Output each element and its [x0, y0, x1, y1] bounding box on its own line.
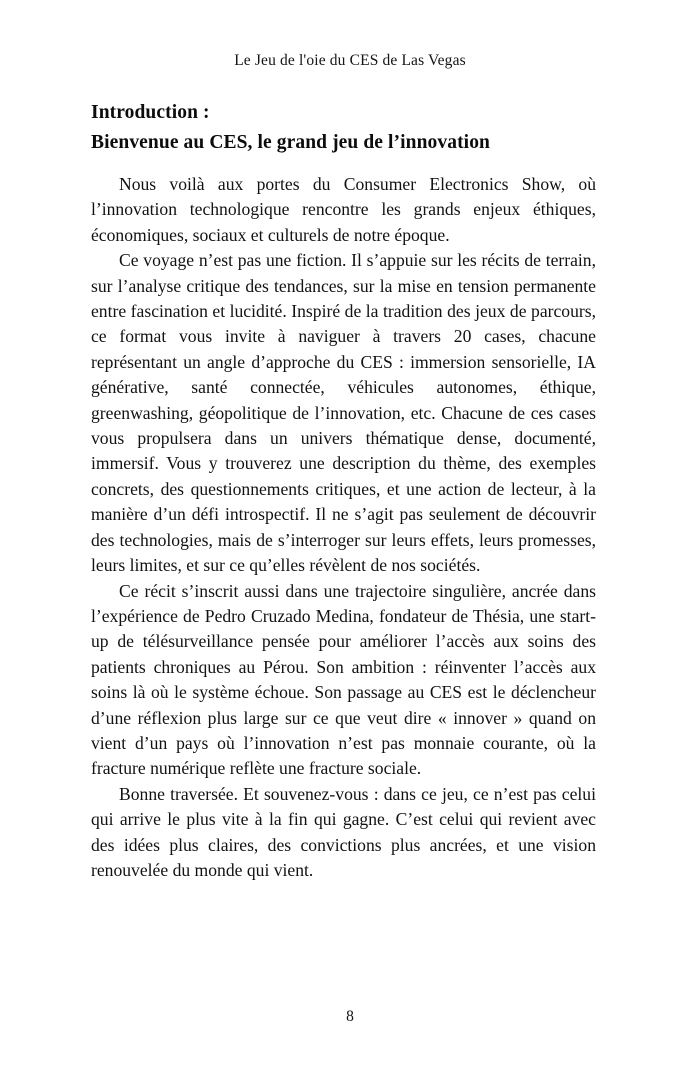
text-column — [91, 98, 596, 883]
body-paragraph: Ce récit s’inscrit aussi dans une trajectoire singulière, ancrée dans l’expérience de Pedro Cruzado Medina, fondateur de Thésia, une start-up de télésurveillance pensée pour améliorer l’accès aux soins des patients chroniques au Pérou. Son ambition : réinventer l’accès aux soins là où le système échoue. Son passage au CES est le déclencheur d’une réflexion plus large sur ce que veut dire « innover » quand on vient d’un pays où l’innovation n’est pas monnaie courante, où la fracture numérique reflète une fracture sociale. — [91, 580, 596, 779]
page-title-line-1: Introduction : — [91, 102, 210, 123]
page-title — [91, 98, 596, 158]
running-header: Le Jeu de l'oie du CES de Las Vegas — [234, 52, 466, 69]
body-paragraph: Bonne traversée. Et souvenez-vous : dans ce jeu, ce n’est pas celui qui arrive le plus vite à la fin qui gagne. C’est celui qui revient avec des idées plus claires, des convictions plus ancrées, et une vision renouvelée du monde qui vient. — [91, 783, 596, 880]
body-paragraph: Ce voyage n’est pas une fiction. Il s’appuie sur les récits de terrain, sur l’analyse critique des tendances, sur la mise en tension permanente entre fascination et lucidité. Inspiré de la tradition des jeux de parcours, ce format vous invite à naviguer à travers 20 cases, chacune représentant un angle d’approche du CES : immersion sensorielle, IA générative, santé connectée, véhicules autonomes, éthique, greenwashing, géopolitique de l’innovation, etc. Chacune de ces cases vous propulsera dans un univers thématique dense, documenté, immersif. Vous y trouverez une description du thème, des exemples concrets, des questionnements critiques, et une action de lecteur, à la manière d’un défi introspectif. Il ne s’agit pas seulement de découvrir des technologies, mais de s’interroger sur leurs effets, leurs promesses, leurs limites, et sur ce qu’elles révèlent de nos sociétés. — [91, 250, 596, 576]
page-title-line-2: Bienvenue au CES, le grand jeu de l’innovation — [91, 132, 490, 153]
page-number: 8 — [346, 1008, 354, 1025]
body-paragraph: Nous voilà aux portes du Consumer Electronics Show, où l’innovation technologique rencontre les grands enjeux éthiques, économiques, sociaux et culturels de notre époque. — [91, 174, 596, 245]
